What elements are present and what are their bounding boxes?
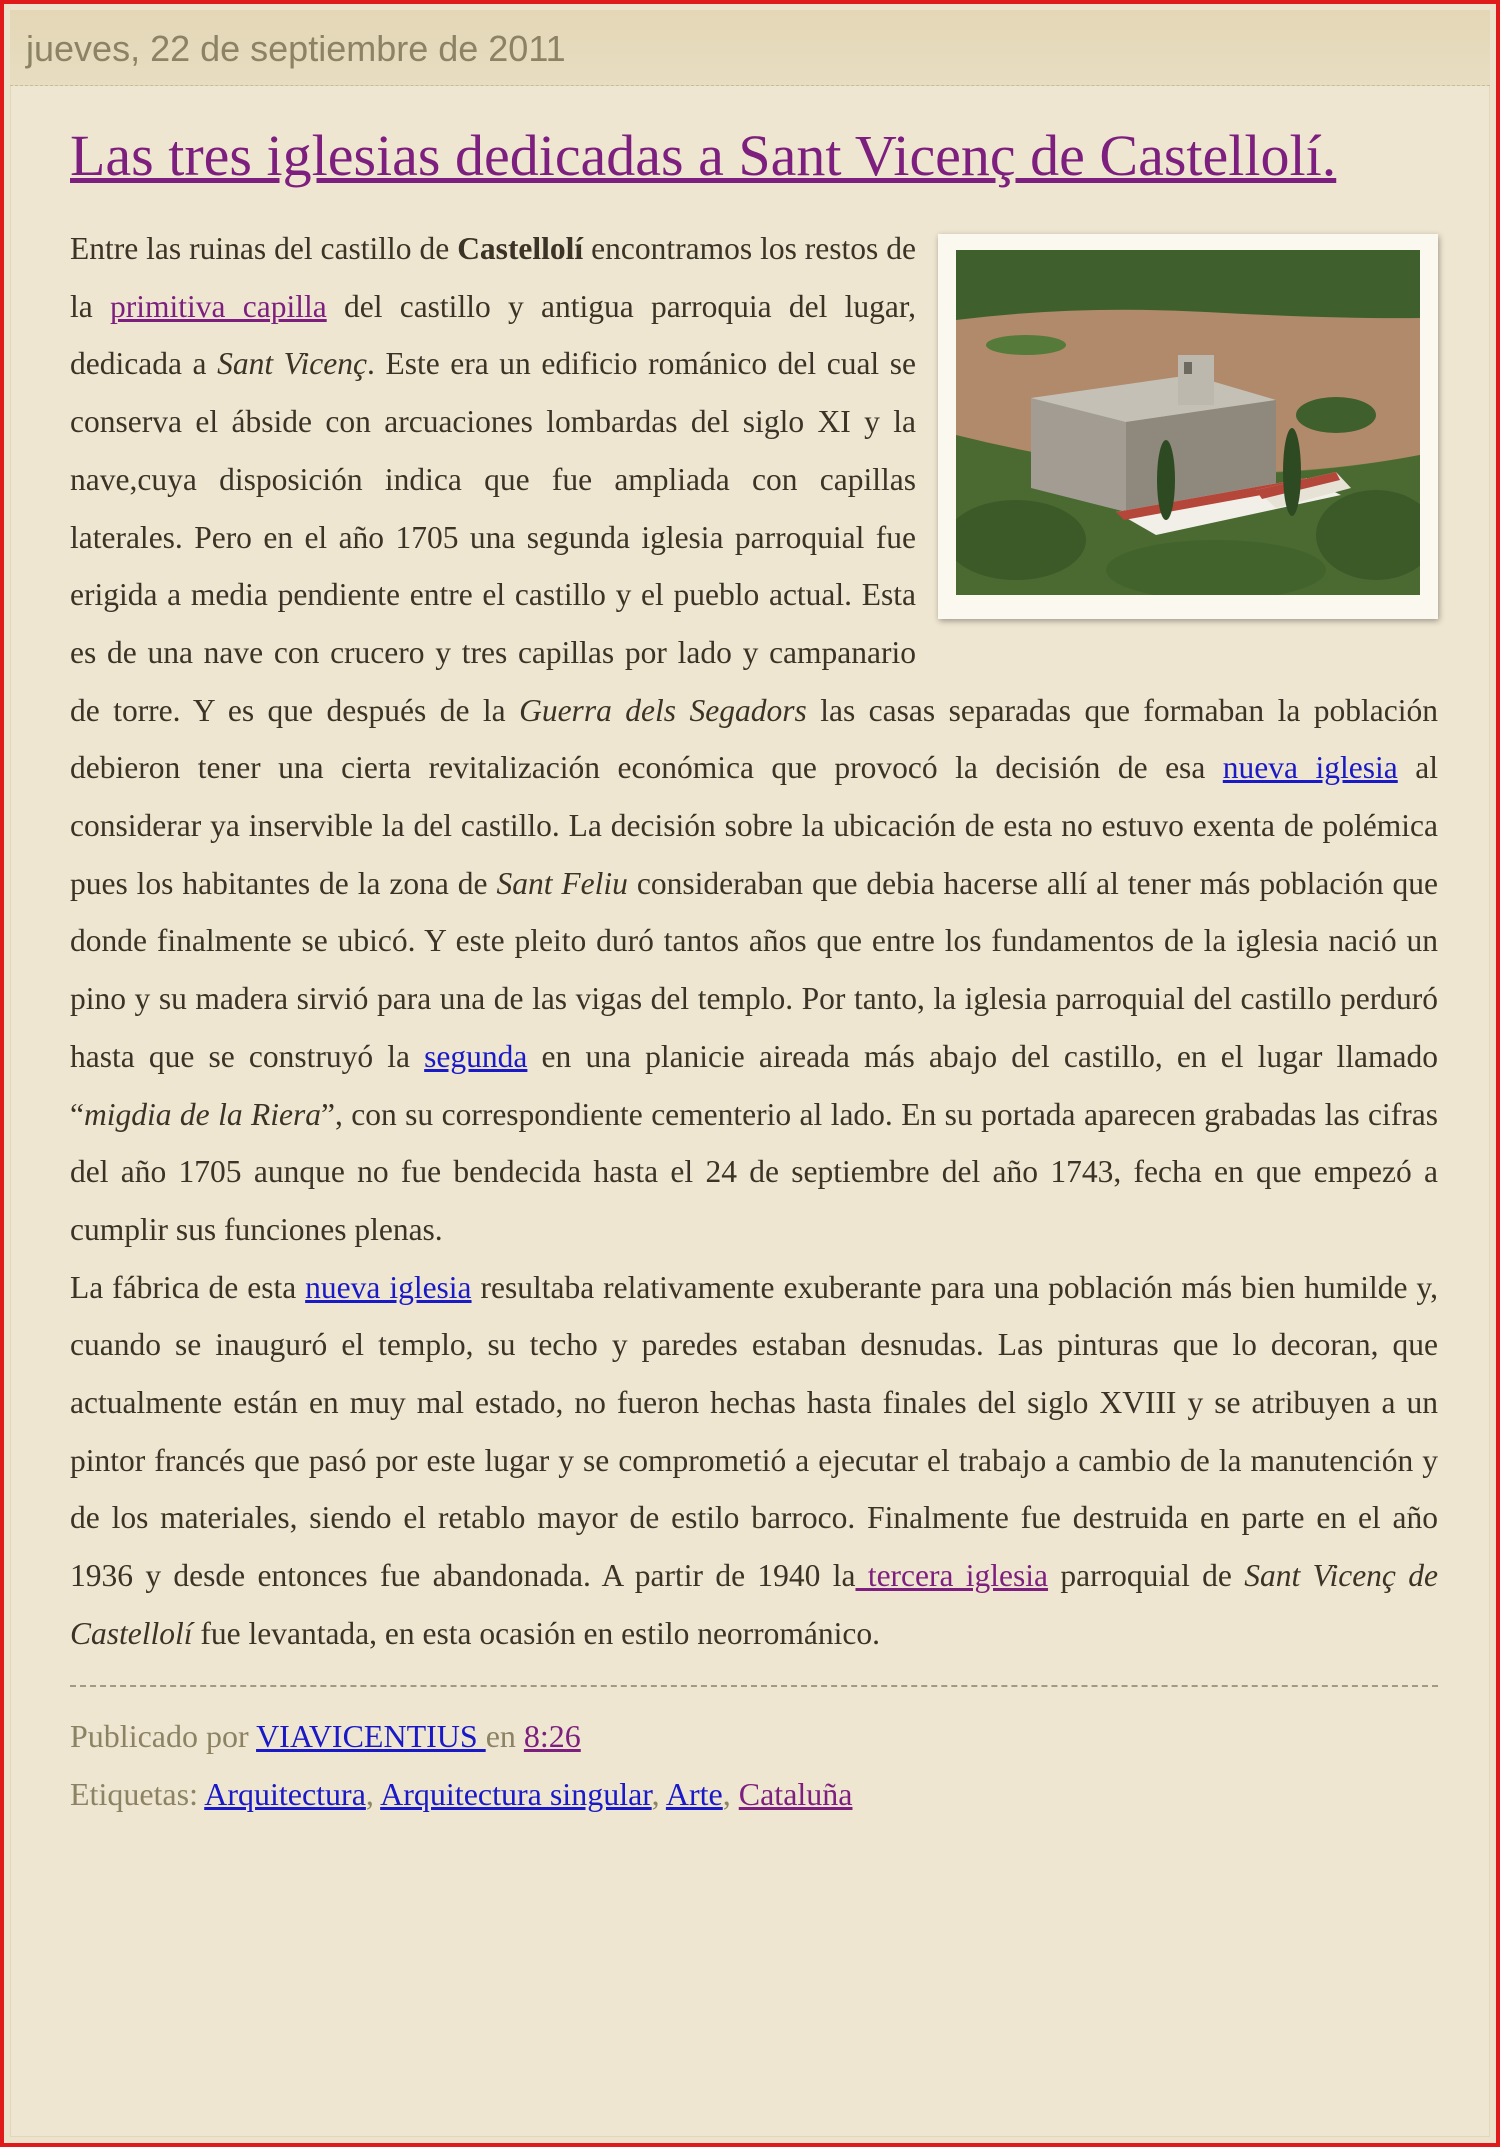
link-segunda[interactable]: segunda [424, 1038, 528, 1074]
published-by-label: Publicado por [70, 1717, 257, 1754]
post-date: jueves, 22 de septiembre de 2011 [26, 28, 566, 69]
timestamp-link[interactable]: 8:26 [523, 1717, 581, 1754]
castle-photo[interactable] [938, 234, 1438, 619]
paragraph-2 [70, 1259, 1438, 1663]
link-tercera-iglesia[interactable]: tercera iglesia [855, 1558, 1049, 1594]
text-span: La fábrica de esta [70, 1269, 306, 1305]
castle-aerial-image [956, 250, 1420, 595]
link-primitiva-capilla[interactable]: primitiva capilla [110, 288, 327, 324]
labels-prefix: Etiquetas: [70, 1775, 205, 1812]
italic-text: Guerra dels Segadors [519, 692, 807, 728]
italic-text: Sant Vicenç de Castellolí [70, 1558, 1438, 1651]
text-span: fue levantada, en esta ocasión en estilo neorrománico. [192, 1615, 880, 1651]
label-link[interactable]: Arquitectura [204, 1775, 366, 1812]
italic-text: Sant Vicenç [217, 346, 367, 382]
link-nueva-iglesia-2[interactable]: nueva iglesia [305, 1269, 472, 1305]
text-span: Entre las ruinas del castillo de [70, 231, 458, 266]
blog-post [70, 122, 1438, 1823]
text-span: parroquial de [1048, 1558, 1245, 1594]
post-footer [70, 1707, 1438, 1823]
text-span: encontramos los restos de la [70, 231, 916, 324]
text-span: ”, con su correspondiente cementerio al lado. En su portada aparecen grabadas las cifras del año 1705 aunque no fue bendecida hasta el 24 de septiembre del año 1743, fecha en que empezó a cumplir sus funciones plenas. [70, 1096, 1439, 1247]
text-span: . Este era un edificio románico del cual se conserva el ábside con arcuaciones lombardas del siglo XI y la nave,cuya disposición indica que fue ampliada con capillas laterales. Pero en el año 1705 una segunda iglesia parroquial fue erigida a media pendiente entre el castillo y el pueblo actual. Esta es de una nave con crucero y tres capillas por lado y campanario de torre. Y es que después de la [70, 346, 916, 728]
text-span: al considerar ya inservible la del castillo. La decisión sobre la ubicación de esta no estuvo exenta de polémica pues los habitantes de la zona de [70, 750, 1438, 901]
post-body [70, 220, 1438, 1663]
at-label: en [485, 1717, 524, 1754]
label-link[interactable]: Arquitectura singular [380, 1775, 652, 1812]
text-span: en una planicie aireada más abajo del castillo, en el lugar llamado “ [70, 1038, 1438, 1132]
link-nueva-iglesia[interactable]: nueva iglesia [1222, 750, 1398, 786]
italic-text: Sant Feliu [496, 865, 628, 901]
date-header [10, 10, 1490, 86]
post-author-line [70, 1707, 1438, 1765]
text-span: las casas separadas que formaban la población debieron tener una cierta revitalización económica que provocó la decisión de esa [70, 692, 1438, 786]
italic-text: migdia de la Riera [83, 1096, 321, 1132]
post-labels-line: Etiquetas: Arquitectura, Arquitectura singular, Arte, Cataluña [70, 1775, 853, 1812]
author-link[interactable]: VIAVICENTIUS [256, 1717, 486, 1754]
label-link[interactable]: Arte [665, 1775, 723, 1812]
label-link[interactable]: Cataluña [738, 1775, 853, 1812]
post-title [70, 122, 1438, 190]
text-span: del castillo y antigua parroquia del lugar, dedicada a [70, 288, 916, 382]
bold-place-name: Castellolí [457, 231, 584, 266]
text-span: consideraban que debia hacerse allí al tener más población que donde finalmente se ubicó. Y este pleito duró tantos años que entre los fundamentos de la iglesia nació un pino y su madera sirvió para una de las vigas del templo. Por tanto, la iglesia parroquial del castillo perduró hasta que se construyó la [70, 865, 1438, 1074]
post-title-link[interactable]: Las tres iglesias dedicadas a Sant Vicenç de Castellolí. [70, 123, 1337, 188]
post-divider [70, 1685, 1438, 1687]
text-span: resultaba relativamente exuberante para una población más bien humilde y, cuando se inauguró el templo, su techo y paredes estaban desnudas. Las pinturas que lo decoran, que actualmente están en muy mal estado, no fueron hechas hasta finales del siglo XVIII y se atribuyen a un pintor francés que pasó por este lugar y se comprometió a ejecutar el trabajo a cambio de la manutención y de los materiales, siendo el retablo mayor de estilo barroco. Finalmente fue destruida en parte en el año 1936 y desde entonces fue abandonada. A partir de 1940 la [70, 1269, 1438, 1594]
